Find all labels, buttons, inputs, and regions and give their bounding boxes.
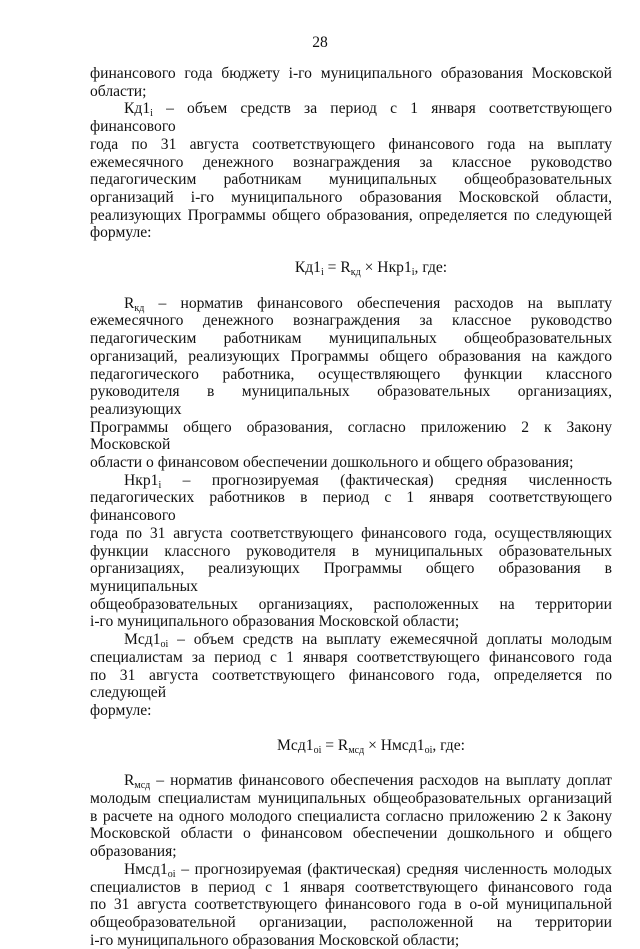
text-line: педагогическим работникам муниципальных общеобразовательных bbox=[90, 330, 612, 348]
formula-term: Кд1 bbox=[294, 259, 321, 277]
text-line bbox=[90, 472, 612, 490]
text-line: i-го муниципального образования Московской области; bbox=[90, 613, 460, 631]
text-line: реализующих Программы общего образования, определяется по следующей bbox=[90, 206, 612, 224]
text-line: ежемесячного денежного вознаграждения за классное руководство bbox=[90, 312, 612, 330]
text-line: функции классного руководителя в муниципальных образовательных bbox=[90, 542, 612, 560]
formula-subscript: кд bbox=[350, 267, 361, 279]
paragraph-rkd-definition bbox=[90, 295, 612, 472]
text-line: области о финансовом обеспечении дошкольного и общего образования; bbox=[90, 454, 574, 472]
formula-subscript: i bbox=[320, 267, 324, 279]
text-line: организаций i-го муниципального образования Московской области, bbox=[90, 188, 612, 206]
document-body bbox=[90, 65, 612, 949]
formula-kd1 bbox=[90, 259, 612, 277]
text-line: специалистов в период с 1 января соответствующего финансового года bbox=[90, 878, 612, 896]
formula-subscript: i bbox=[411, 267, 415, 279]
text-line: формуле: bbox=[90, 701, 152, 719]
text-line: Московской области о финансовом обеспечении дошкольного и общего bbox=[90, 825, 612, 843]
formula-subscript: oi bbox=[313, 744, 322, 756]
text-span: – объем средств на выплату ежемесячной доплаты молодым bbox=[168, 631, 612, 649]
text-span: – норматив финансового обеспечения расходов на выплату доплат bbox=[150, 772, 612, 790]
variable-symbol: Нкр1 bbox=[124, 471, 159, 489]
formula-term: × Нмсд1 bbox=[364, 736, 425, 754]
text-line: ежемесячного денежного вознаграждения за классное руководство bbox=[90, 153, 612, 171]
text-line: области; bbox=[90, 82, 147, 100]
formula-subscript: мсд bbox=[348, 744, 365, 756]
text-span: – норматив финансового обеспечения расходов на выплату bbox=[144, 294, 612, 312]
text-line: по 31 августа соответствующего финансового года в о-ой муниципальной bbox=[90, 896, 612, 914]
variable-symbol: R bbox=[124, 772, 135, 790]
variable-subscript: oi bbox=[167, 868, 176, 880]
text-line bbox=[90, 772, 612, 790]
formula-term: , где: bbox=[432, 736, 465, 754]
text-span: – объем средств за период с 1 января соответствующего финансового bbox=[90, 100, 612, 136]
variable-symbol: R bbox=[124, 294, 135, 312]
variable-subscript: мсд bbox=[134, 780, 151, 792]
text-line: педагогическим работникам муниципальных общеобразовательных bbox=[90, 171, 612, 189]
text-line: организаций, реализующих Программы общего образования на каждого bbox=[90, 347, 612, 365]
variable-subscript: oi bbox=[160, 639, 169, 651]
formula-term: , где: bbox=[414, 259, 448, 277]
formula-subscript: oi bbox=[424, 744, 433, 756]
variable-symbol: Кд1 bbox=[124, 100, 151, 118]
paragraph-1 bbox=[90, 65, 612, 100]
text-line: педагогического работника, осуществляющего функции классного bbox=[90, 365, 612, 383]
variable-symbol: Мсд1 bbox=[124, 631, 161, 649]
text-line: молодым специалистам муниципальных общеобразовательных организаций bbox=[90, 790, 612, 808]
text-line: финансового года бюджету i-го муниципального образования Московской bbox=[90, 65, 612, 82]
text-line bbox=[90, 295, 612, 313]
text-line bbox=[90, 861, 612, 879]
paragraph-msd1-definition bbox=[90, 631, 612, 720]
text-line: специалистам за период с 1 января соответствующего финансового года bbox=[90, 648, 612, 666]
paragraph-nmsd1-definition bbox=[90, 861, 612, 949]
text-line: Программы общего образования, согласно приложению 2 к Закону Московской bbox=[90, 418, 612, 454]
text-line bbox=[90, 631, 612, 649]
formula-term: = R bbox=[321, 736, 349, 754]
paragraph-rmsd-definition bbox=[90, 772, 612, 861]
page-number: 28 bbox=[312, 34, 328, 51]
formula-msd1 bbox=[90, 737, 612, 755]
text-line: руководителя в муниципальных образовательных организациях, реализующих bbox=[90, 383, 612, 418]
text-line: i-го муниципального образования Московской области; bbox=[90, 931, 460, 949]
text-line: в расчете на одного молодого специалиста согласно приложению 2 к Закону bbox=[90, 807, 612, 825]
text-line bbox=[90, 100, 612, 135]
text-line: формуле: bbox=[90, 224, 152, 242]
text-line: года по 31 августа соответствующего финансового года, осуществляющих bbox=[90, 524, 612, 542]
text-line: года по 31 августа соответствующего финансового года на выплату bbox=[90, 135, 612, 153]
text-line: организациях, реализующих Программы общего образования в муниципальных bbox=[90, 560, 612, 595]
text-line: по 31 августа соответствующего финансового года, определяется по следующей bbox=[90, 666, 612, 702]
text-line: образования; bbox=[90, 843, 177, 861]
variable-subscript: кд bbox=[134, 302, 145, 314]
paragraph-nkr1-definition bbox=[90, 472, 612, 631]
text-line: общеобразовательных организациях, расположенных на территории bbox=[90, 595, 612, 613]
variable-symbol: Нмсд1 bbox=[124, 860, 168, 878]
paragraph-kd1-definition bbox=[90, 100, 612, 242]
variable-subscript: i bbox=[158, 479, 162, 491]
formula-term: × Нкр1 bbox=[360, 259, 412, 277]
formula-term: Мсд1 bbox=[277, 736, 314, 754]
variable-subscript: i bbox=[150, 108, 153, 120]
formula-term: = R bbox=[323, 259, 351, 277]
text-span: – прогнозируемая (фактическая) средняя численность молодых bbox=[175, 860, 612, 878]
text-span: – прогнозируемая (фактическая) средняя численность bbox=[161, 471, 612, 489]
text-line: общеобразовательной организации, расположенной на территории bbox=[90, 913, 612, 931]
text-line: педагогических работников в период с 1 января соответствующего финансового bbox=[90, 489, 612, 525]
